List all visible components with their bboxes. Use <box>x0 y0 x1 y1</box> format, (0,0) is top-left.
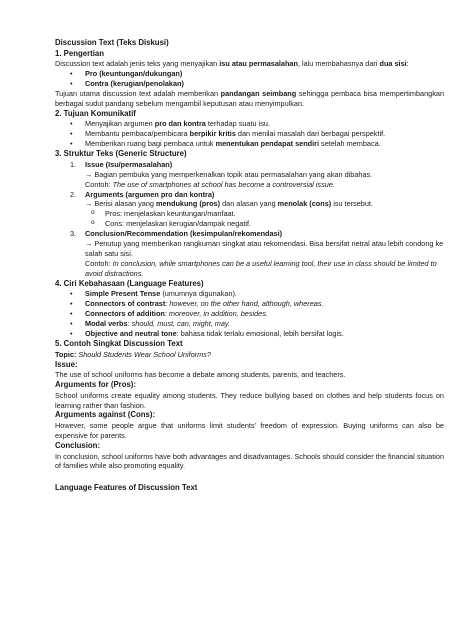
item-number: 2. <box>70 189 77 199</box>
bold-run: Connectors of addition <box>85 309 165 319</box>
section-2-bullet-list <box>55 119 444 149</box>
section-2-heading: 2. Tujuan Komunikatif <box>55 108 136 118</box>
list-item <box>55 229 444 279</box>
bold-run: isu atau permasalahan <box>219 59 298 69</box>
text-run: Menyajikan argumen <box>85 119 155 129</box>
topic-line <box>55 350 444 360</box>
section-1-bullet-list <box>55 69 444 89</box>
text-run: Memberikan ruang bagi pembaca untuk <box>85 139 216 149</box>
list-item <box>55 160 444 190</box>
bold-run: dua sisi <box>379 59 407 69</box>
document-title: Discussion Text (Teks Diskusi) <box>55 38 169 47</box>
conclusion-text: In conclusion, school uniforms have both advantages and disadvantages. Schools should consider the financial situation of families while also promoting equality. <box>55 451 444 471</box>
conclusion-label: Conclusion: <box>55 440 101 450</box>
italic-run: however, on the other hand, although, whereas. <box>169 299 324 309</box>
list-item <box>55 139 444 149</box>
section-3-heading: 3. Struktur Teks (Generic Structure) <box>55 149 187 159</box>
list-item <box>55 299 444 309</box>
bold-run: Simple Present Tense <box>85 289 161 299</box>
text-run: Tujuan utama discussion text adalah memberikan <box>55 88 221 98</box>
text-run: sehingga pembaca bisa mempertimbangkan berbagai sudut pandang sebelum mengambil keputusan atau menyimpulkan. <box>55 88 444 108</box>
italic-run: The use of smartphones at school has become a controversial issue. <box>112 179 335 189</box>
item-description: → Bagian pembuka yang memperkenalkan topik atau permasalahan yang akan dibahas. <box>85 169 373 179</box>
text-run: (umumnya digunakan). <box>160 289 237 299</box>
arguments-sub-list <box>55 209 444 229</box>
italic-run: moreover, in addition, besides. <box>168 309 268 319</box>
list-item <box>55 129 444 139</box>
item-example <box>85 180 444 190</box>
structure-list <box>55 160 444 210</box>
pros-label: Arguments for (Pros): <box>55 380 137 390</box>
list-item <box>55 190 444 210</box>
text-run: terhadap suatu isu. <box>205 119 270 129</box>
list-item <box>55 79 444 89</box>
text-run: dan menilai masalah dari berbagai perspektif. <box>235 129 386 139</box>
cons-label: Arguments against (Cons): <box>55 410 156 420</box>
bold-run: pro dan kontra <box>154 119 206 129</box>
text-run: , lalu membahasnya dari <box>297 59 380 69</box>
list-item: o Pros: menjelaskan keuntungan/manfaat. <box>55 209 444 219</box>
text-run: : bahasa tidak terlalu emosional, lebih bersifat logis. <box>176 329 344 339</box>
bold-run: pandangan seimbang <box>220 88 297 98</box>
section-1-heading: 1. Pengertian <box>55 48 104 58</box>
text-run: : <box>165 299 170 309</box>
item-number: 3. <box>70 229 77 239</box>
item-description <box>85 199 444 209</box>
bold-run: Objective and neutral tone <box>85 329 177 339</box>
list-item <box>55 329 444 339</box>
text-run: dan alasan yang <box>220 199 278 209</box>
bold-run: mendukung (pros) <box>155 199 221 209</box>
list-item <box>55 309 444 319</box>
list-item <box>55 319 444 329</box>
text-run: Discussion text adalah jenis teks yang menyajikan <box>55 59 220 69</box>
language-features-list <box>55 289 444 339</box>
text-run: Contoh: <box>85 179 113 189</box>
spacer <box>55 471 444 483</box>
cons-text: However, some people argue that uniforms limit students’ freedom of expression. Buying uniforms can also be expensive for parents. <box>55 421 444 440</box>
item-example <box>85 259 444 279</box>
issue-label: Issue: <box>55 359 78 369</box>
text-run: : <box>406 59 409 69</box>
pros-text: School uniforms create equality among students. They reduce bullying based on clothes and help students focus on learning rather than fashion. <box>55 390 444 410</box>
item-title: Conclusion/Recommendation (kesimpulan/rekomendasi) <box>85 229 283 239</box>
list-item <box>55 289 444 299</box>
text-run: setelah membaca. <box>319 139 381 149</box>
topic-label: Topic: <box>55 349 77 359</box>
text-run: Membantu pembaca/pembicara <box>85 129 190 139</box>
text-run: isu tersebut. <box>331 199 373 209</box>
text-run: : <box>127 319 132 329</box>
bold-run: Connectors of contrast <box>85 299 166 309</box>
list-item <box>55 69 444 79</box>
text-run: → Berisi alasan yang <box>85 199 156 209</box>
section-4-heading: 4. Ciri Kebahasaan (Language Features) <box>55 278 204 288</box>
bold-run: berpikir kritis <box>189 129 236 139</box>
issue-text: The use of school uniforms has become a debate among students, parents, and teachers. <box>55 370 346 380</box>
item-number: 1. <box>70 159 77 169</box>
bullet-text: Contra (kerugian/penolakan) <box>85 79 184 89</box>
list-item <box>55 119 444 129</box>
text-run: : <box>164 309 169 319</box>
item-title: Arguments (argumen pro dan kontra) <box>85 189 215 199</box>
item-description: → Penutup yang memberikan rangkuman singkat atau rekomendasi. Bisa bersifat netral atau lebih condong ke salah satu sisi. <box>85 239 444 259</box>
section-1-paragraph-2 <box>55 89 444 109</box>
section-1-paragraph-1 <box>55 59 444 69</box>
structure-list-continued <box>55 229 444 279</box>
footer-heading: Language Features of Discussion Text <box>55 483 198 493</box>
topic-text: Should Students Wear School Uniforms? <box>76 349 211 359</box>
section-5-heading: 5. Contoh Singkat Discussion Text <box>55 339 183 349</box>
italic-run: should, must, can, might, may. <box>131 319 231 329</box>
text-run: Contoh: <box>85 258 113 268</box>
bullet-text: Pro (keuntungan/dukungan) <box>85 69 183 79</box>
item-title: Issue (Isu/permasalahan) <box>85 159 173 169</box>
bold-run: Modal verbs <box>85 319 128 329</box>
bold-run: menolak (cons) <box>277 199 332 209</box>
bold-run: menentukan pendapat sendiri <box>215 139 320 149</box>
list-item: o Cons: menjelaskan kerugian/dampak negatif. <box>55 219 444 229</box>
italic-run: In conclusion, while smartphones can be a useful learning tool, their use in class should be limited to avoid distractions. <box>85 258 437 278</box>
